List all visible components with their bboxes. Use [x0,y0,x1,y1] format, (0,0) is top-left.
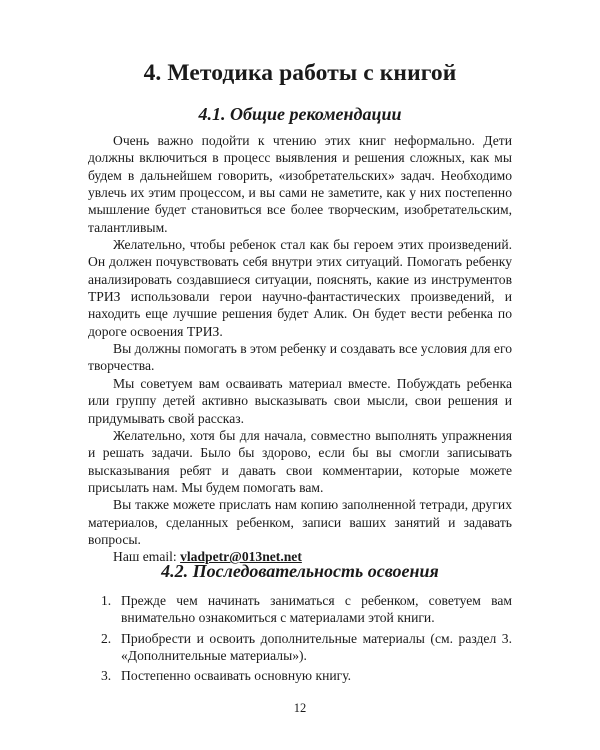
paragraph: Вы должны помогать в этом ребенку и создавать все условия для его творчества. [88,341,512,374]
paragraph: Очень важно подойти к чтению этих книг неформально. Дети должны включиться в процесс выявления и решения сложных, как мы будем в дальнейшем говорить, «изобретательских» задач. Необходимо увлечь их этим процессом, и вы сами не заметите, как у них постепенно мышление будет становиться все более творческим, изобретательским, талантливым. [88,133,512,235]
list-item [88,667,512,684]
section-heading-learning-sequence: 4.2. Последовательность освоения [161,561,439,581]
list-item-number: 1. [101,593,112,608]
paragraph: Мы советуем вам осваивать материал вместе. Побуждать ребенка или группу детей активно высказывать свои мысли, свои решения и придумывать свой рассказ. [88,375,512,426]
paragraph: Желательно, чтобы ребенок стал как бы героем этих произведений. Он должен почувствовать себя внутри этих ситуаций. Помогать ребенку анализировать создавшиеся ситуации, пояснять, какие из инструментов ТРИЗ использовали герои научно-фантастических произведений, и находить еще лучшие решения будет Алик. Он будет вести ребенка по дороге освоения ТРИЗ. [88,237,512,339]
list-item [88,630,512,665]
list-item [88,592,512,627]
list-item-number: 2. [101,630,112,646]
book-page [88,0,512,750]
email-label: Наш email: [113,549,181,565]
email-link[interactable]: vladpetr@013net.net [180,549,302,565]
chapter-title: 4. Методика работы с книгой [143,60,457,86]
steps-list [88,592,512,688]
page-number: 12 [293,701,307,715]
paragraph: Вы также можете прислать нам копию заполненной тетради, других материалов, сделанных ребенком, записи ваших занятий и задавать вопросы. [88,497,512,547]
list-item-text: Постепенно осваивать основную книгу. [121,668,352,684]
section-heading-general-recommendations: 4.1. Общие рекомендации [198,104,402,124]
list-item-text: Приобрести и освоить дополнительные материалы (см. раздел 3. «Дополнительные материалы»). [121,630,512,664]
list-item-text: Прежде чем начинать заниматься с ребенком, советуем вам внимательно ознакомиться с материалами этой книги. [121,593,512,626]
list-item-number: 3. [101,668,112,684]
section-body [88,132,512,566]
paragraph: Желательно, хотя бы для начала, совместно выполнять упражнения и решать задачи. Было бы здорово, если бы вы смогли записывать высказывания ребят и давать свои комментарии, которые можете присылать нам. Мы будем помогать вам. [88,427,512,495]
